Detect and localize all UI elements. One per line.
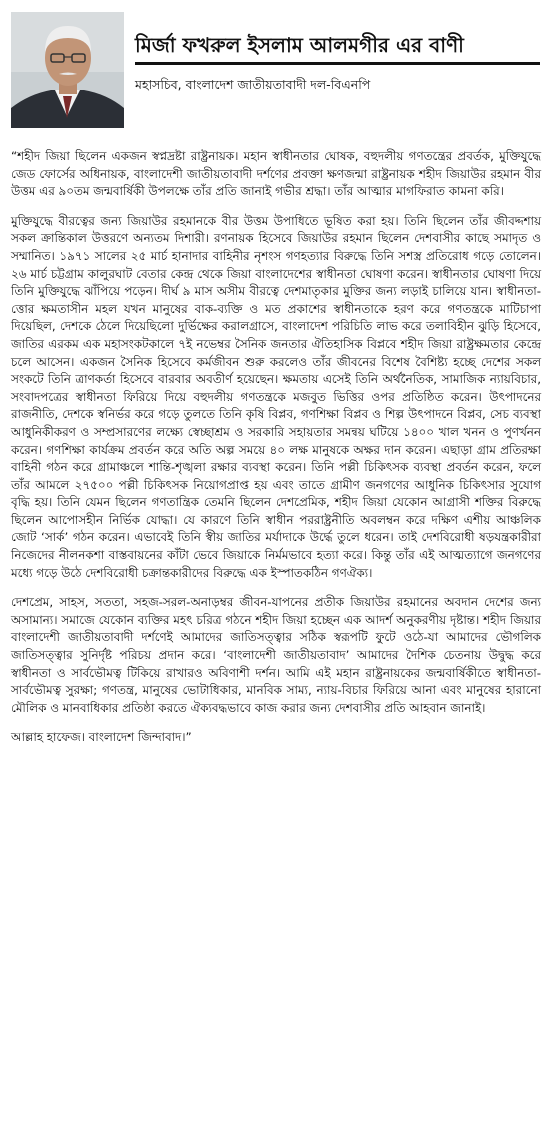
paragraph: মুক্তিযুদ্ধে বীরত্বের জন্য জিয়াউর রহমানকে বীর উত্তম উপাধিতে ভূষিত করা হয়। তিনি ছিলেন তাঁর জীবদ্দশায় সকল ক্রান্তিকাল উত্তরণে অন্যতম দিশারী। রণনায়ক হিসেবে জিয়াউর রহমান ছিলেন দেশবাসীর কাছে সমাদৃত ও সম্মানিত। ১৯৭১ সালের ২৫ মার্চ হানাদার বাহিনীর নৃশংস গণহত্যার বিরুদ্ধে তিনি সশস্ত্র প্রতিরোধ গড়ে তোলেন। ২৬ মার্চ চট্টগ্রাম কালুরঘাট বেতার কেন্দ্র থেকে জিয়া বাংলাদেশের স্বাধীনতা ঘোষণা করেন। স্বাধীনতার ঘোষণা দিয়ে তিনি মুক্তিযুদ্ধে ঝাঁপিয়ে পড়েন। দীর্ঘ ৯ মাস অসীম বীরত্বে দেশমাতৃকার মুক্তির জন্য লড়াই চালিয়ে যান। স্বাধীনতা-ত্তোর ক্ষমতাসীন মহল যখন মানুষের বাক-ব্যক্তি ও মত প্রকাশের স্বাধীনতাকে হরণ করে গণতন্ত্রকে মাটিচাপা দিয়েছিল, দেশকে ঠেলে দিয়েছিলো দুর্ভিক্ষের করালগ্রাসে, বাংলাদেশ পরিচিতি লাভ করে তলাবিহীন ঝুড়ি হিসেবে, জাতির এরকম এক মহাসংকটকালে ৭ই নভেম্বর সৈনিক জনতার ঐতিহাসিক বিপ্লবে শহীদ জিয়া রাষ্ট্রক্ষমতার কেন্দ্রে চলে আসেন। একজন সৈনিক হিসেবে কর্মজীবন শুরু করলেও তাঁর জীবনের বিশেষ বৈশিষ্ট্য হচ্ছে দেশের সকল সংকটে তিনি ত্রাণকর্তা হিসেবে বারবার অবতীর্ণ হয়েছেন। ক্ষমতায় এসেই তিনি অর্থনৈতিক, সামাজিক ন্যায়বিচার, সংবাদপত্রের স্বাধীনতা ফিরিয়ে দিয়ে বহুদলীয় গণতন্ত্রকে মজবুত ভিত্তির ওপর প্রতিষ্ঠিত করেন। উৎপাদনের রাজনীতি, দেশকে স্বনির্ভর করে গড়ে তুলতে তিনি কৃষি বিপ্লব, গণশিক্ষা বিপ্লব ও শিল্প উৎপাদনে বিপ্লব, সেচ ব্যবস্থা আধুনিকীকরণ ও সম্প্রসারণের লক্ষ্যে স্বেচ্ছাশ্রম ও সরকারি সহায়তার সমন্বয় ঘটিয়ে ১৪০০ খাল খনন ও পুণর্খনন করেন। গণশিক্ষা কার্যক্রম প্রবর্তন করে অতি অল্প সময়ে ৪০ লক্ষ মানুষকে অক্ষর দান করেন। এছাড়া গ্রাম প্রতিরক্ষা বাহিনী গঠন করে গ্রামাঞ্চলে শান্তি-শৃঙ্খলা রক্ষার ব্যবস্থা করেন। তিনি পল্লী চিকিৎসক ব্যবস্থা প্রবর্তন করেন, ফলে তাঁর আমলে ২৭৫০০ পল্লী চিকিৎসক নিয়োগপ্রাপ্ত হয় এবং তাতে গ্রামীণ জনগণের আধুনিক চিকিৎসার সুযোগ বৃদ্ধি হয়। তিনি যেমন ছিলেন গণতান্ত্রিক তেমনি ছিলেন দেশপ্রেমিক, শহীদ জিয়া যেকোন আগ্রাসী শক্তির বিরুদ্ধে ছিলেন আপোসহীন নির্ভিক যোদ্ধা। যে কারণে তিনি স্বাধীন পররাষ্ট্রনীতি অবলম্বন করে দক্ষিণ এশীয় আঞ্চলিক জোট ‘সার্ক’ গঠন করেন। এভাবেই তিনি স্বীয় জাতির মর্যাদাকে উর্দ্ধে তুলে ধরেন। তাই দেশবিরোধী ষড়যন্ত্রকারীরা নিজেদের নীলনকশা বাস্তবায়নের কাঁটা ভেবে জিয়াকে নির্মমভাবে হত্যা করে। কিন্তু তাঁর এই আত্মত্যাগে জনগণের মধ্যে গড়ে উঠে দেশবিরোধী চক্রান্তকারীদের বিরুদ্ধে এক ইস্পাতকঠিন গণঐক্য।: [11, 213, 541, 580]
portrait-photo: [11, 12, 124, 128]
page-title: মির্জা ফখরুল ইসলাম আলমগীর এর বাণী: [135, 33, 464, 57]
title-divider: [135, 62, 540, 65]
paragraph: দেশপ্রেম, সাহস, সততা, সহজ-সরল-অনাড়ম্বর জীবন-যাপনের প্রতীক জিয়াউর রহমানের অবদান দেশের জন্য অসামান্য। সমাজে যেকোন ব্যক্তির মহৎ চরিত্র গঠনে শহীদ জিয়া হচ্ছেন এক আদর্শ অনুকরণীয় দৃষ্টান্ত। শহীদ জিয়ার বাংলাদেশী জাতীয়তাবাদী দর্শণেই আমাদের জাতিসত্ত্বার সঠিক স্বরূপটি ফুটে ওঠে-যা আমাদের ভৌগলিক জাতিসত্ত্বার সুনির্দৃষ্ট পরিচয় প্রদান করে। ‘বাংলাদেশী জাতীয়তাবাদ’ আমাদের দৈশিক চেতনায় উদ্বুদ্ধ করে স্বাধীনতা ও সার্বভৌমত্ব টিকিয়ে রাখারও অবিণাশী দর্শন। আমি এই মহান রাষ্ট্রনায়কের জন্মবার্ষিকীতে স্বাধীনতা-সার্বভৌমত্ব সুরক্ষা; গণতন্ত্র, মানুষের ভোটাধিকার, মানবিক সাম্য, ন্যায়-বিচার ফিরিয়ে আনা এবং মানুষের হারানো মৌলিক ও মানবাধিকার প্রতিষ্ঠা করতে ঐক্যবদ্ধভাবে কাজ করার জন্য দেশবাসীর প্রতি আহবান জানাই।: [11, 595, 541, 715]
portrait-illustration: [11, 12, 124, 128]
message-body: [11, 148, 541, 747]
header: [0, 0, 550, 135]
author-designation: মহাসচিব, বাংলাদেশ জাতীয়তাবাদী দল-বিএনপি: [135, 77, 371, 92]
closing-line: আল্লাহ হাফেজ। বাংলাদেশ জিন্দাবাদ।”: [11, 730, 192, 745]
paragraph: “শহীদ জিয়া ছিলেন একজন স্বপ্নদ্রষ্টা রাষ্ট্রনায়ক। মহান স্বাধীনতার ঘোষক, বহুদলীয় গণতন্ত্রের প্রবর্তক, মুক্তিযুদ্ধে জেড ফোর্সের অধিনায়ক, বাংলাদেশী জাতীয়তাবাদী দর্শণের প্রবক্তা ক্ষণজন্মা রাষ্ট্রনায়ক শহীদ জিয়াউর রহমান বীর উত্তম এর ৯০তম জন্মবার্ষিকী উপলক্ষে তাঁর প্রতি জানাই গভীর শ্রদ্ধা। তাঁর আত্মার মাগফিরাত কামনা করি।: [11, 149, 541, 199]
